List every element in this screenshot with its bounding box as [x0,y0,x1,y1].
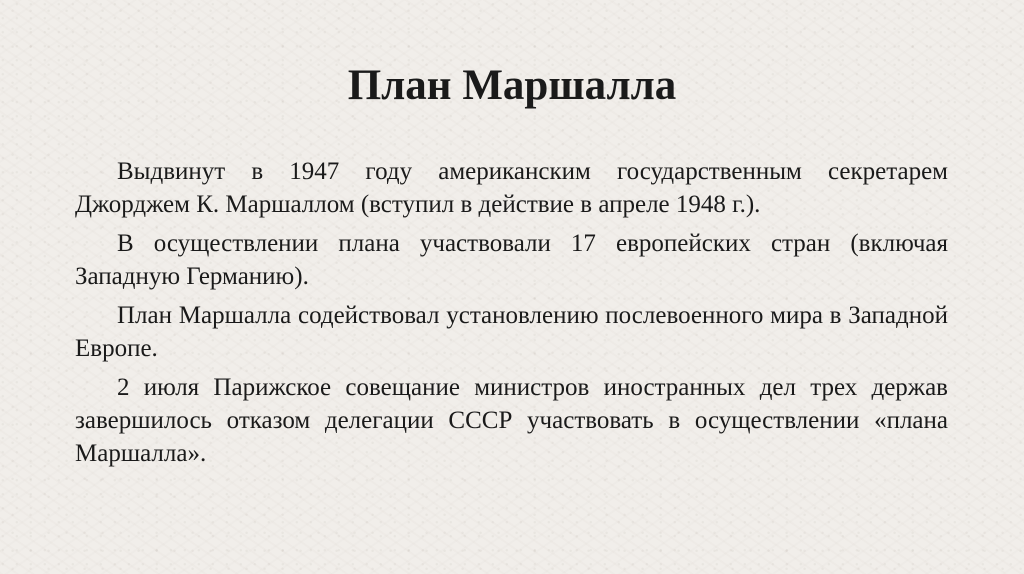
slide-body [75,155,948,476]
paragraph-proposal: Выдвинут в 1947 году американским государственным секретарем Джорджем К. Маршаллом (вступил в действие в апреле 1948 г.). [75,158,948,218]
paragraph-paris-meeting: 2 июля Парижское совещание министров иностранных дел трех держав завершилось отказом делегации СССР участвовать в осуществлении «плана Маршалла». [75,374,948,467]
paragraph-outcome: План Маршалла содействовал установлению послевоенного мира в Западной Европе. [75,302,948,362]
slide-title: План Маршалла [347,62,677,109]
paragraph-participants: В осуществлении плана участвовали 17 европейских стран (включая Западную Германию). [75,230,948,290]
